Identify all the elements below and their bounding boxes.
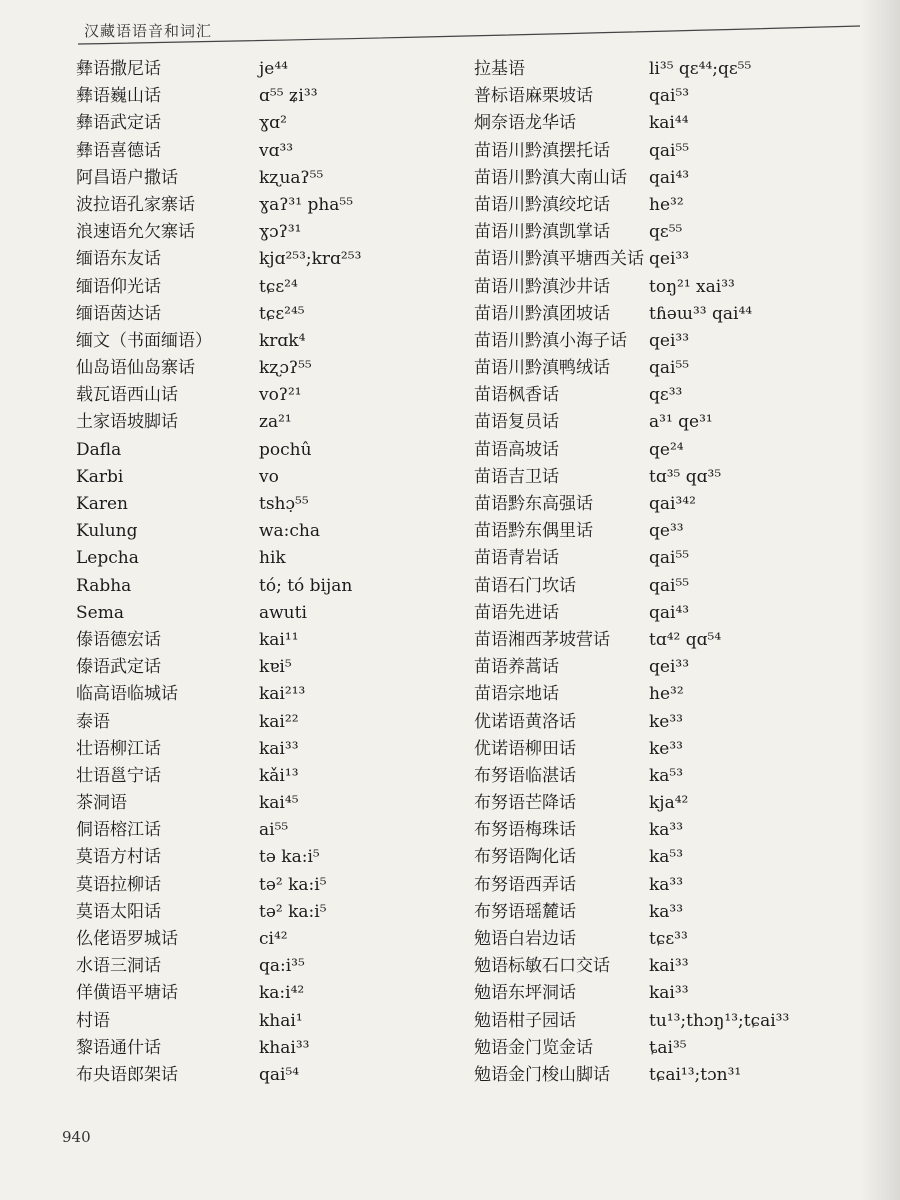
dialect-name: 苗语青岩话 (474, 548, 559, 569)
phonetic-form: qe³³ (649, 521, 684, 542)
dialect-name: 彝语武定话 (76, 113, 161, 134)
entry-row (76, 980, 436, 1007)
dialect-name: 临高语临城话 (76, 684, 178, 705)
entry-row (474, 301, 874, 328)
dialect-name: 莫语太阳话 (76, 901, 161, 922)
phonetic-form: he³² (649, 194, 684, 215)
phonetic-form: qai³⁴² (649, 494, 696, 514)
dialect-name: 勉语标敏石口交话 (474, 956, 610, 977)
phonetic-form: ke³³ (649, 738, 683, 759)
entry-row (474, 83, 874, 110)
phonetic-form: qei³³ (649, 330, 690, 351)
entry-row (474, 681, 874, 708)
dialect-name: 彝语喜德话 (76, 140, 161, 161)
phonetic-form: qɛ⁵⁵ (649, 222, 683, 243)
dialect-name: Karen (76, 494, 128, 514)
dialect-name: 苗语川黔滇小海子话 (474, 330, 627, 351)
entry-row (474, 817, 874, 844)
phonetic-form: kai²² (259, 711, 299, 732)
entry-row (76, 627, 436, 654)
dialect-name: Karbi (76, 466, 124, 487)
dialect-name: 苗语宗地话 (474, 684, 559, 705)
entry-row (76, 573, 436, 600)
dialect-name: 苗语川黔滇鸭绒话 (474, 358, 610, 379)
dialect-name: 阿昌语户撒话 (76, 167, 178, 188)
phonetic-form: he³² (649, 684, 684, 705)
dialect-name: 勉语东坪洞话 (474, 983, 576, 1004)
dialect-name: 土家语坡脚话 (76, 412, 178, 433)
phonetic-form: vo (259, 466, 279, 487)
dialect-name: Kulung (76, 521, 138, 542)
phonetic-form: qai⁵⁴ (259, 1064, 300, 1085)
phonetic-form: pochû (259, 439, 312, 460)
dialect-name: 苗语枫香话 (474, 385, 559, 406)
dialect-name: 苗语川黔滇凯掌话 (474, 222, 610, 243)
entry-row (76, 491, 436, 518)
entry-row (76, 1035, 436, 1062)
entry-row (76, 409, 436, 436)
entry-row (474, 56, 874, 83)
dialect-name: 苗语黔东偶里话 (474, 521, 593, 542)
entry-row (474, 926, 874, 953)
phonetic-form: kai³³ (649, 983, 689, 1004)
dialect-name: 波拉语孔家寨话 (76, 194, 195, 215)
entry-row (76, 518, 436, 545)
dialect-name: 缅语东友话 (76, 249, 161, 270)
phonetic-form: kʐɔʔ⁵⁵ (259, 358, 312, 379)
phonetic-form: kǎi¹³ (259, 765, 299, 786)
phonetic-form: hik (259, 548, 286, 569)
entry-row (76, 246, 436, 273)
phonetic-form: tɑ⁴² qɑ⁵⁴ (649, 629, 722, 650)
phonetic-form: kɐi⁵ (259, 657, 292, 678)
entry-row (76, 600, 436, 627)
entry-row (474, 328, 874, 355)
entry-row (76, 790, 436, 817)
entry-row (474, 192, 874, 219)
phonetic-form: a³¹ qe³¹ (649, 412, 713, 433)
entry-row (474, 736, 874, 763)
dialect-name: 壮语邕宁话 (76, 765, 161, 786)
dialect-name: 村语 (76, 1010, 110, 1031)
entry-row (76, 817, 436, 844)
phonetic-form: qai⁴³ (649, 167, 690, 188)
dialect-name: 载瓦语西山话 (76, 385, 178, 406)
dialect-name: 炯奈语龙华话 (474, 113, 576, 134)
phonetic-form: ɑ⁵⁵ ʑi³³ (259, 86, 318, 107)
dialect-name: 仙岛语仙岛寨话 (76, 358, 195, 379)
entry-row (474, 274, 874, 301)
dialect-name: 布努语芒降话 (474, 793, 576, 814)
dialect-name: 苗语川黔滇平塘西关话 (474, 249, 644, 270)
phonetic-form: tshɔ̣⁵⁵ (259, 494, 309, 514)
phonetic-form: wa:cha (259, 521, 321, 542)
dialect-name: 彝语巍山话 (76, 86, 161, 107)
phonetic-form: ci⁴² (259, 929, 288, 949)
phonetic-form: voʔ²¹ (259, 385, 302, 406)
dialect-name: 布努语陶化话 (474, 847, 576, 868)
phonetic-form: ka⁵³ (649, 765, 684, 786)
dialect-name: 苗语先进话 (474, 602, 559, 623)
entry-row (474, 219, 874, 246)
phonetic-form: ȶai³⁵ (649, 1037, 687, 1058)
dialect-name: 水语三洞话 (76, 956, 161, 977)
entry-row (76, 1062, 436, 1089)
entry-row (474, 654, 874, 681)
dialect-name: 仫佬语罗城话 (76, 929, 178, 949)
entry-row (474, 872, 874, 899)
dialect-name: 布央语郎架话 (76, 1064, 178, 1085)
dialect-name: 莫语拉柳话 (76, 874, 161, 895)
dialect-name: 优诺语黄洛话 (474, 711, 576, 732)
dialect-name: 茶洞语 (76, 793, 127, 814)
dialect-name: 苗语吉卫话 (474, 466, 559, 487)
entry-row (474, 790, 874, 817)
phonetic-form: ka:i⁴² (259, 983, 305, 1004)
entry-row (76, 926, 436, 953)
entry-row (76, 872, 436, 899)
entry-row (76, 654, 436, 681)
phonetic-form: ka³³ (649, 901, 684, 922)
phonetic-form: tɕɛ³³ (649, 929, 688, 949)
phonetic-form: ɣɔʔ³¹ (259, 222, 302, 243)
entry-row (76, 763, 436, 790)
phonetic-form: li³⁵ qɛ⁴⁴;qɛ⁵⁵ (649, 59, 752, 79)
phonetic-form: toŋ²¹ xai³³ (649, 276, 735, 297)
dialect-name: 优诺语柳田话 (474, 738, 576, 759)
phonetic-form: kai²¹³ (259, 684, 306, 705)
page-number: 940 (62, 1128, 91, 1146)
dialect-name: 苗语川黔滇沙井话 (474, 276, 610, 297)
dialect-name: 苗语湘西茅坡营话 (474, 629, 610, 650)
left-column (76, 56, 436, 1089)
dialect-name: 缅文（书面缅语） (76, 330, 212, 351)
entry-row (76, 709, 436, 736)
entry-row (76, 545, 436, 572)
phonetic-form: ɣɑ² (259, 113, 287, 134)
entry-row (76, 464, 436, 491)
dialect-name: 苗语川黔滇团坡话 (474, 303, 610, 324)
phonetic-form: kai⁴⁴ (649, 113, 689, 134)
dialect-name: 苗语川黔滇绞坨话 (474, 194, 610, 215)
entry-row (474, 763, 874, 790)
phonetic-form: kai³³ (259, 738, 299, 759)
entry-row (474, 355, 874, 382)
dialect-name: 壮语柳江话 (76, 738, 161, 759)
entry-row (474, 464, 874, 491)
dialect-name: 苗语高坡话 (474, 439, 559, 460)
phonetic-form: ka⁵³ (649, 847, 684, 868)
dialect-name: 彝语撒尼话 (76, 59, 161, 79)
entry-row (474, 518, 874, 545)
dialect-name: Lepcha (76, 548, 139, 569)
dialect-name: 黎语通什话 (76, 1037, 161, 1058)
phonetic-form: ka³³ (649, 820, 684, 841)
dialect-name: 侗语榕江话 (76, 820, 161, 841)
entry-row (474, 1008, 874, 1035)
phonetic-form: qai⁵⁵ (649, 575, 690, 596)
entry-row (76, 1008, 436, 1035)
phonetic-form: qe²⁴ (649, 439, 684, 460)
dialect-name: 布努语西弄话 (474, 874, 576, 895)
entry-row (474, 165, 874, 192)
phonetic-form: qai⁵⁵ (649, 140, 690, 161)
entry-row (474, 246, 874, 273)
entry-row (474, 980, 874, 1007)
entry-row (474, 110, 874, 137)
phonetic-form: qa:i³⁵ (259, 956, 305, 977)
dialect-name: 勉语柑子园话 (474, 1010, 576, 1031)
phonetic-form: qai⁴³ (649, 602, 690, 623)
phonetic-form: khai³³ (259, 1037, 310, 1058)
dialect-name: Sema (76, 602, 124, 623)
phonetic-form: vɑ³³ (259, 140, 294, 161)
phonetic-form: tɑ³⁵ qɑ³⁵ (649, 466, 722, 487)
entry-row (474, 709, 874, 736)
phonetic-form: tə ka:i⁵ (259, 847, 320, 868)
entry-row (474, 844, 874, 871)
entry-row (76, 736, 436, 763)
phonetic-form: ai⁵⁵ (259, 820, 289, 841)
entry-row (76, 165, 436, 192)
dialect-name: 布努语瑶麓话 (474, 901, 576, 922)
dialect-name: 勉语金门梭山脚话 (474, 1064, 610, 1085)
entry-row (76, 437, 436, 464)
dialect-name: 缅语仰光话 (76, 276, 161, 297)
phonetic-form: qai⁵⁵ (649, 548, 690, 569)
entry-row (76, 382, 436, 409)
entry-row (474, 600, 874, 627)
phonetic-form: ke³³ (649, 711, 683, 732)
dialect-name: 佯僙语平塘话 (76, 983, 178, 1004)
phonetic-form: qai⁵⁵ (649, 358, 690, 379)
dialect-name: 布努语临湛话 (474, 765, 576, 786)
phonetic-form: khai¹ (259, 1010, 303, 1031)
entry-row (474, 491, 874, 518)
entry-row (76, 953, 436, 980)
dialect-name: 布努语梅珠话 (474, 820, 576, 841)
phonetic-form: krɑk⁴ (259, 330, 306, 351)
entry-row (474, 573, 874, 600)
dialect-name: 普标语麻栗坡话 (474, 86, 593, 107)
entry-row (474, 382, 874, 409)
entry-row (76, 301, 436, 328)
dialect-name: 苗语养蒿话 (474, 657, 559, 678)
phonetic-form: ka³³ (649, 874, 684, 895)
dialect-name: 浪速语允欠寨话 (76, 222, 195, 243)
entry-row (474, 545, 874, 572)
phonetic-form: kai¹¹ (259, 629, 299, 650)
dialect-name: 勉语金门览金话 (474, 1037, 593, 1058)
dialect-name: 缅语茵达话 (76, 303, 161, 324)
phonetic-form: kʐuaʔ⁵⁵ (259, 167, 324, 188)
dialect-name: 苗语黔东高强话 (474, 494, 593, 514)
dialect-name: 苗语川黔滇大南山话 (474, 167, 627, 188)
phonetic-form: qei³³ (649, 249, 690, 270)
phonetic-form: awuti (259, 602, 307, 623)
dialect-name: Dafla (76, 439, 122, 460)
dialect-name: 莫语方村话 (76, 847, 161, 868)
entry-row (474, 899, 874, 926)
entry-row (76, 138, 436, 165)
entry-row (474, 953, 874, 980)
entry-row (76, 844, 436, 871)
phonetic-form: kja⁴² (649, 793, 689, 814)
dialect-name: 勉语白岩边话 (474, 929, 576, 949)
entry-row (76, 328, 436, 355)
running-header: 汉藏语语音和词汇 (84, 22, 213, 40)
phonetic-form: tə² ka:i⁵ (259, 901, 327, 922)
dialect-name: 苗语川黔滇摆托话 (474, 140, 610, 161)
phonetic-form: je⁴⁴ (259, 59, 288, 79)
dialect-name: 傣语武定话 (76, 657, 161, 678)
phonetic-form: tɦəɯ³³ qai⁴⁴ (649, 303, 753, 324)
entry-row (76, 899, 436, 926)
entry-row (474, 1035, 874, 1062)
dialect-name: 拉基语 (474, 59, 525, 79)
phonetic-form: za²¹ (259, 412, 292, 433)
entry-row (76, 192, 436, 219)
entry-row (76, 83, 436, 110)
dialect-name: 苗语石门坎话 (474, 575, 576, 596)
entry-row (474, 409, 874, 436)
phonetic-form: qɛ³³ (649, 385, 683, 406)
entry-row (474, 627, 874, 654)
entry-row (76, 355, 436, 382)
phonetic-form: tə² ka:i⁵ (259, 874, 327, 895)
phonetic-form: tu¹³;thɔŋ¹³;tɕai³³ (649, 1010, 790, 1031)
phonetic-form: tɕɛ²⁴ (259, 276, 298, 297)
dialect-name: 泰语 (76, 711, 110, 732)
phonetic-form: ɣaʔ³¹ pha⁵⁵ (259, 194, 354, 215)
phonetic-form: tɕɛ²⁴⁵ (259, 303, 305, 324)
phonetic-form: qai⁵³ (649, 86, 690, 107)
dialect-name: 傣语德宏话 (76, 629, 161, 650)
right-column (474, 56, 874, 1089)
phonetic-form: tó; tó bijan (259, 575, 353, 596)
phonetic-form: kai³³ (649, 956, 689, 977)
phonetic-form: kjɑ²⁵³;krɑ²⁵³ (259, 249, 362, 270)
phonetic-form: kai⁴⁵ (259, 793, 299, 814)
entry-row (474, 437, 874, 464)
phonetic-form: qei³³ (649, 657, 690, 678)
phonetic-form: tɕai¹³;tɔn³¹ (649, 1064, 742, 1085)
entry-row (76, 681, 436, 708)
entry-row (76, 219, 436, 246)
entry-row (76, 274, 436, 301)
dialect-name: Rabha (76, 575, 132, 596)
entry-row (474, 1062, 874, 1089)
entry-row (76, 110, 436, 137)
entry-row (76, 56, 436, 83)
dialect-name: 苗语复员话 (474, 412, 559, 433)
entry-row (474, 138, 874, 165)
